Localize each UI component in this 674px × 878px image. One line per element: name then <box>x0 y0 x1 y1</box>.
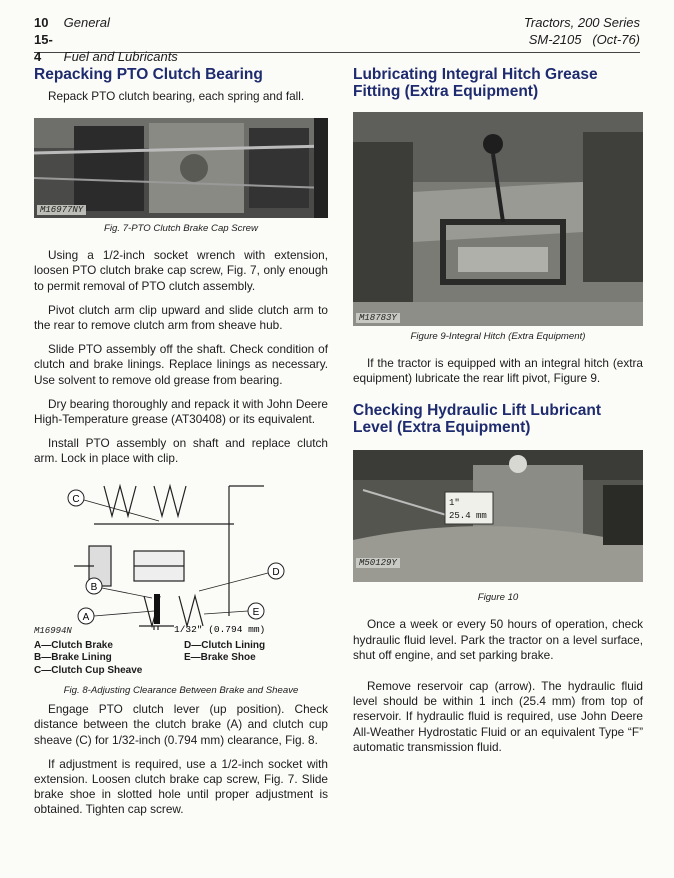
label-mm: 25.4 mm <box>449 511 487 522</box>
paragraph-3: Slide PTO assembly off the shaft. Check condition of clutch and brake linings. Replace linings as necessary. Use solvent to remove old grease from bearing. <box>34 342 328 387</box>
paragraph-hitch: If the tractor is equipped with an integral hitch (extra equipment) lubricate the rear lift pivot, Figure 9. <box>353 356 643 386</box>
legend-item: E—Brake Shoe <box>184 652 256 664</box>
figure-8-diagram <box>34 476 328 636</box>
paragraph-6: Engage PTO clutch lever (up position). Check distance between the clutch brake (A) and clutch cup sheave (C) for 1/32-inch (0.794 mm) clearance, Fig. 8. <box>34 702 328 747</box>
figure-7-caption: Fig. 7-PTO Clutch Brake Cap Screw <box>104 223 258 235</box>
callout-a: A <box>82 611 90 623</box>
header-left <box>34 14 178 65</box>
figure-7-id: M16977NY <box>37 205 86 215</box>
heading-hydraulic: Checking Hydraulic Lift Lubricant Level (Extra Equipment) <box>353 402 602 437</box>
label-inch: 1" <box>449 498 460 509</box>
section-number: 15-4 <box>34 32 53 64</box>
callout-c: C <box>72 493 80 505</box>
paragraph-1: Using a 1/2-inch socket wrench with extension, loosen PTO clutch brake cap screw, Fig. 7, only enough to permit removal of PTO clutch assembly. <box>34 248 328 293</box>
paragraph-hydraulic-1: Once a week or every 50 hours of operation, check hydraulic fluid level. Park the tractor on a level surface, shut off engine, and set parking brake. <box>353 617 643 662</box>
legend-item <box>184 665 324 678</box>
figure-10-id: M50129Y <box>356 558 400 568</box>
callout-b: B <box>90 581 98 593</box>
legend-item: B—Brake Lining <box>34 652 112 664</box>
figure-8-id: M16994N <box>34 625 72 636</box>
right-column <box>353 66 643 764</box>
callout-d: D <box>272 566 280 578</box>
intro-paragraph: Repack PTO clutch bearing, each spring and fall. <box>48 89 305 103</box>
figure-9-caption: Figure 9-Integral Hitch (Extra Equipment) <box>410 331 586 342</box>
page-header <box>34 14 640 64</box>
figure-10-photo <box>353 450 643 582</box>
callout-e: E <box>252 606 260 618</box>
legend-item: A—Clutch Brake <box>34 639 113 651</box>
clearance-label: 1/32" (0.794 mm) <box>174 623 266 635</box>
paragraph-5: Install PTO assembly on shaft and replace clutch arm. Lock in place with clip. <box>34 436 328 466</box>
figure-8-caption: Fig. 8-Adjusting Clearance Between Brake and Sheave <box>63 685 299 697</box>
manual-title: Tractors, 200 Series <box>523 15 640 30</box>
legend-item: C—Clutch Cup Sheave <box>34 664 143 676</box>
figure-9-illustration <box>353 112 643 326</box>
section-title: Fuel and Lubricants <box>63 49 178 64</box>
figure-8-legend <box>34 640 328 678</box>
section-group: General <box>63 15 110 30</box>
paragraph-hydraulic-2: Remove reservoir cap (arrow). The hydraulic fluid level should be within 1 inch (25.4 mm) from top of reservoir. If hydraulic fluid is required, use John Deere All-Weather Hydrostatic Fluid or an equivalent Type “F” automatic transmission fluid. <box>353 679 643 754</box>
legend-item: D—Clutch Lining <box>184 639 266 651</box>
figure-7-illustration <box>34 118 328 218</box>
figure-10-caption: Figure 10 <box>477 592 519 604</box>
page-number: 10 <box>34 15 49 30</box>
header-right <box>524 14 640 48</box>
figure-9-id: M18783Y <box>356 313 400 323</box>
paragraph-4: Dry bearing thoroughly and repack it with John Deere High-Temperature grease (AT30408) or its equivalent. <box>34 396 328 427</box>
left-column <box>34 66 328 827</box>
figure-9-photo <box>353 112 643 326</box>
manual-code: SM-2105 <box>528 32 582 47</box>
figure-7-photo <box>34 118 328 218</box>
paragraph-7: If adjustment is required, use a 1/2-inch socket with extension. Loosen clutch brake cap screw, Fig. 7. Slide brake shoe in slotted hole until proper adjustment is obtained. Tighten cap screw. <box>34 756 328 817</box>
figure-8-illustration <box>34 476 328 636</box>
paragraph-2: Pivot clutch arm clip upward and slide clutch arm to the rear to remove clutch arm from sheave hub. <box>34 302 328 333</box>
manual-date: (Oct-76) <box>592 32 640 47</box>
heading-hitch: Lubricating Integral Hitch Grease Fitting (Extra Equipment) <box>353 66 598 100</box>
heading-repacking: Repacking PTO Clutch Bearing <box>34 66 263 83</box>
